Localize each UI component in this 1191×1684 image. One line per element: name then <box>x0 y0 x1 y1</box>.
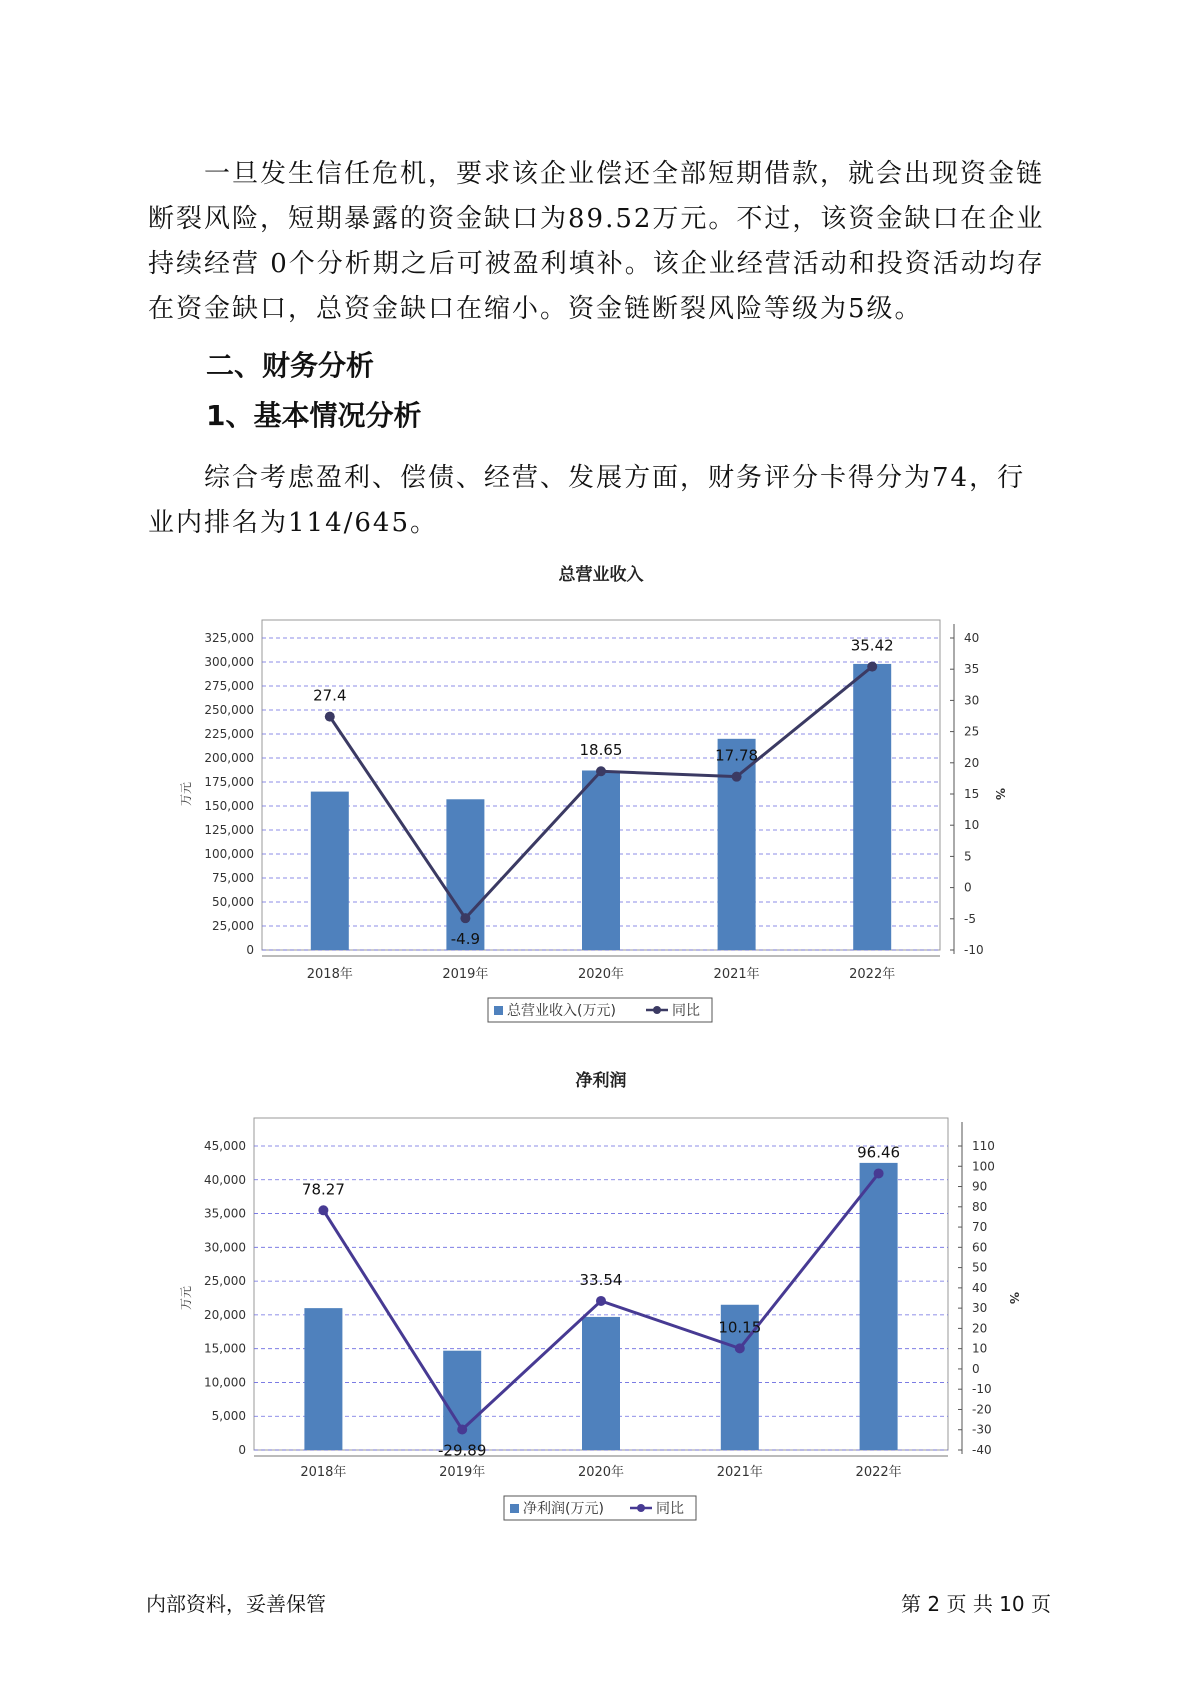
y2-tick-label: -5 <box>964 911 976 926</box>
y-tick-label: 5,000 <box>211 1409 246 1424</box>
y-tick-label: 175,000 <box>204 775 254 789</box>
y-tick-label: 10,000 <box>204 1375 246 1390</box>
chart-title: 净利润 <box>575 1071 627 1091</box>
yoy-point <box>325 712 335 722</box>
yoy-data-label: -4.9 <box>450 930 481 949</box>
y-tick-label: 40,000 <box>204 1172 246 1187</box>
y2-tick-label: -10 <box>964 943 984 957</box>
y2-tick-label: -10 <box>972 1382 992 1397</box>
y2-tick-label: 70 <box>972 1220 988 1235</box>
y2-tick-label: 40 <box>972 1280 988 1295</box>
y2-tick-label: 20 <box>964 755 980 770</box>
legend-line-label: 同比 <box>656 1501 684 1517</box>
yoy-point <box>735 1343 745 1353</box>
footer-confidential: 内部资料，妥善保管 <box>146 1592 326 1616</box>
y2-tick-label: 30 <box>964 693 980 708</box>
y-tick-label: 100,000 <box>204 847 254 861</box>
yoy-data-label: 10.15 <box>718 1318 762 1337</box>
y-tick-label: 45,000 <box>204 1139 246 1153</box>
x-tick-label: 2021年 <box>713 967 760 982</box>
revenue-chart <box>0 560 1191 1040</box>
x-tick-label: 2022年 <box>855 1465 902 1480</box>
y-tick-label: 30,000 <box>204 1240 246 1255</box>
y-tick-label: 0 <box>238 1443 246 1457</box>
bar-2018年 <box>304 1308 342 1450</box>
chart-title: 总营业收入 <box>558 565 644 585</box>
paragraph-scorecard <box>148 456 1048 546</box>
yoy-data-label: 78.27 <box>301 1180 345 1199</box>
yoy-data-label: 35.42 <box>850 636 894 655</box>
subsection-heading: 1、基本情况分析 <box>206 399 422 432</box>
y-tick-label: 75,000 <box>212 871 254 885</box>
x-tick-label: 2021年 <box>716 1465 763 1480</box>
y-tick-label: 225,000 <box>204 727 254 741</box>
y2-tick-label: 10 <box>964 818 980 833</box>
net-profit-chart <box>0 1060 1191 1540</box>
yoy-data-label: 17.78 <box>715 746 759 765</box>
y-tick-label: 275,000 <box>204 679 254 693</box>
y-tick-label: 20,000 <box>204 1307 246 1322</box>
bar-2019年 <box>446 799 484 950</box>
yoy-data-label: 18.65 <box>579 741 623 760</box>
yoy-point <box>318 1205 328 1215</box>
y-tick-label: 250,000 <box>204 703 254 717</box>
y-tick-label: 25,000 <box>204 1274 246 1289</box>
y-axis-label: 万元 <box>179 781 193 807</box>
x-tick-label: 2020年 <box>577 1465 625 1480</box>
y2-tick-label: 25 <box>964 724 980 739</box>
x-tick-label: 2022年 <box>849 967 896 982</box>
y-tick-label: 25,000 <box>212 919 254 933</box>
paragraph-scorecard-text: 综合考虑盈利、偿债、经营、发展方面，财务评分卡得分为74，行业内排名为114/645。 <box>148 463 1026 538</box>
y2-tick-label: -40 <box>972 1443 992 1457</box>
bar-2022年 <box>860 1163 898 1450</box>
yoy-data-label: -29.89 <box>438 1441 487 1460</box>
y2-tick-label: 35 <box>964 662 980 677</box>
yoy-data-label: 96.46 <box>857 1143 901 1162</box>
x-tick-label: 2018年 <box>300 1465 347 1480</box>
footer-page-number: 第 2 页 共 10 页 <box>901 1592 1051 1616</box>
yoy-point <box>596 766 606 776</box>
y-tick-label: 0 <box>246 943 254 957</box>
y2-tick-label: 90 <box>972 1179 988 1194</box>
y-tick-label: 200,000 <box>204 751 254 765</box>
legend-bar-label: 总营业收入(万元) <box>507 1003 616 1019</box>
y-tick-label: 125,000 <box>204 823 254 837</box>
legend-bar-label: 净利润(万元) <box>523 1501 604 1517</box>
y2-tick-label: 0 <box>964 880 972 895</box>
paragraph-funding-gap-text: 一旦发生信任危机，要求该企业偿还全部短期借款，就会出现资金链断裂风险，短期暴露的资金缺口为89.52万元。不过，该资金缺口在企业持续经营 0个分析期之后可被盈利填补。该企业经营活动和投资活动均存在资金缺口，总资金缺口在缩小。资金链断裂风险等级为5级。 <box>148 159 1045 324</box>
y-axis-label: 万元 <box>179 1285 193 1311</box>
yoy-point <box>596 1296 606 1306</box>
yoy-point <box>457 1425 467 1435</box>
y2-tick-label: 20 <box>972 1321 988 1336</box>
legend-line-marker <box>653 1006 661 1014</box>
x-tick-label: 2019年 <box>442 967 489 982</box>
yoy-point <box>867 662 877 672</box>
y-tick-label: 50,000 <box>212 895 254 909</box>
bar-2021年 <box>718 739 756 950</box>
y2-tick-label: 50 <box>972 1260 988 1275</box>
y2-tick-label: 60 <box>972 1240 988 1255</box>
y2-tick-label: -30 <box>972 1422 992 1437</box>
section-heading: 二、财务分析 <box>206 349 375 382</box>
yoy-point <box>460 913 470 923</box>
y2-tick-label: 0 <box>972 1361 980 1376</box>
y2-tick-label: 5 <box>964 849 972 864</box>
y2-tick-label: 80 <box>972 1199 988 1214</box>
legend-bar-swatch <box>510 1504 519 1513</box>
bar-2022年 <box>853 664 891 950</box>
bar-2020年 <box>582 770 620 950</box>
y2-tick-label: 15 <box>964 787 980 801</box>
y2-tick-label: 40 <box>964 631 980 645</box>
y2-tick-label: -20 <box>972 1402 992 1417</box>
legend-line-label: 同比 <box>672 1003 700 1019</box>
y2-tick-label: 10 <box>972 1341 988 1356</box>
y-tick-label: 15,000 <box>204 1341 246 1356</box>
paragraph-funding-gap <box>148 152 1048 332</box>
y2-axis-label: % <box>1007 1291 1021 1305</box>
y-tick-label: 325,000 <box>204 631 254 645</box>
y-tick-label: 300,000 <box>204 655 254 669</box>
y2-axis-label: % <box>993 787 1007 801</box>
yoy-data-label: 27.4 <box>313 686 347 705</box>
yoy-point <box>874 1168 884 1178</box>
yoy-point <box>732 772 742 782</box>
y2-tick-label: 100 <box>972 1159 995 1174</box>
legend-line-marker <box>637 1504 645 1512</box>
bar-2020年 <box>582 1317 620 1450</box>
x-tick-label: 2020年 <box>577 967 625 982</box>
x-tick-label: 2019年 <box>439 1465 486 1480</box>
y2-tick-label: 110 <box>972 1139 995 1153</box>
y2-tick-label: 30 <box>972 1301 988 1316</box>
y-tick-label: 35,000 <box>204 1206 246 1221</box>
bar-2019年 <box>443 1351 481 1450</box>
bar-2018年 <box>311 792 349 950</box>
x-tick-label: 2018年 <box>306 967 353 982</box>
y-tick-label: 150,000 <box>204 799 254 813</box>
legend-bar-swatch <box>494 1006 503 1015</box>
yoy-data-label: 33.54 <box>579 1270 623 1289</box>
